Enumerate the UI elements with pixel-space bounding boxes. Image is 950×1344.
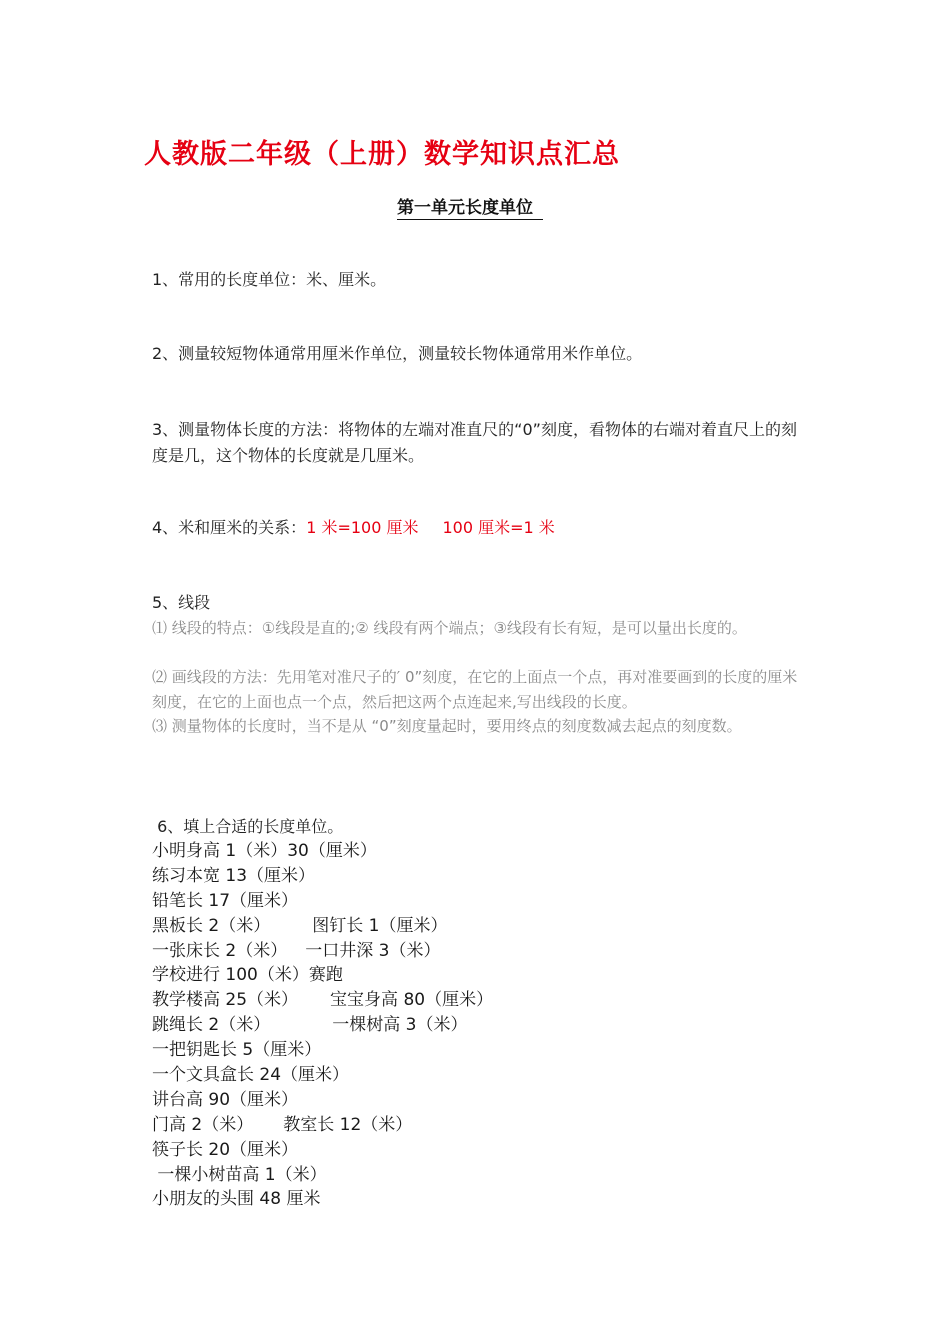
fill-line [152, 1063, 493, 1088]
fill-item: 门高 2（米） [152, 1114, 254, 1135]
fill-line [152, 889, 493, 914]
fill-line [152, 1113, 493, 1138]
fill-item: 筷子长 20（厘米） [152, 1139, 299, 1160]
fill-line [152, 1138, 493, 1163]
fill-line [152, 839, 493, 864]
fill-item: 一张床长 2（米） [152, 940, 288, 961]
fill-item: 一把钥匙长 5（厘米） [152, 1040, 322, 1061]
fill-in-list [152, 839, 493, 1212]
document-title: 人教版二年级（上册）数学知识点汇总 [144, 139, 620, 170]
fill-item: 小朋友的头围 48 厘米 [152, 1189, 321, 1210]
item-4 [152, 516, 555, 540]
fill-item: 教室长 12（米） [283, 1114, 413, 1135]
fill-line [152, 1038, 493, 1063]
item-4-equation-2: 100 厘米=1 米 [442, 518, 555, 537]
item-1: 1、常用的长度单位：米、厘米。 [152, 270, 387, 289]
fill-item: 宝宝身高 80（厘米） [330, 990, 494, 1011]
fill-item: 练习本宽 13（厘米） [152, 865, 316, 886]
fill-item: 跳绳长 2（米） [152, 1015, 271, 1036]
fill-item: 铅笔长 17（厘米） [152, 890, 299, 911]
fill-line [152, 1013, 493, 1038]
item-4-equation-1: 1 米=100 厘米 [306, 518, 419, 537]
fill-line [152, 988, 493, 1013]
item-5-sub-2: ⑵ 画线段的方法：先用笔对准尺子的′ 0”刻度，在它的上面点一个点，再对准要画到的长度的厘米刻度，在它的上面也点一个点，然后把这两个点连起来,写出线段的长度。 [152, 668, 798, 711]
fill-item: 一棵小树苗高 1（米） [152, 1164, 327, 1185]
item-6-title: 6、填上合适的长度单位。 [152, 817, 344, 836]
fill-item: 图钉长 1（厘米） [312, 915, 448, 936]
item-3: 3、测量物体长度的方法：将物体的左端对准直尺的“0”刻度，看物体的右端对着直尺上的刻度是几，这个物体的长度就是几厘米。 [152, 420, 797, 465]
fill-item: 小明身高 1（米）30（厘米） [152, 841, 377, 861]
item-5-sub-3: ⑶ 测量物体的长度时，当不是从 “0”刻度量起时，要用终点的刻度数减去起点的刻度数。 [152, 717, 742, 735]
fill-item: 一个文具盒长 24（厘米） [152, 1065, 350, 1086]
fill-line [152, 864, 493, 889]
unit-title [397, 193, 543, 220]
fill-item: 一口井深 3（米） [305, 940, 441, 961]
fill-item: 教学楼高 25（米） [152, 990, 299, 1011]
fill-line [152, 914, 493, 939]
fill-line [152, 939, 493, 964]
item-4-label: 4、米和厘米的关系： [152, 518, 307, 537]
fill-item: 一棵树高 3（米） [332, 1015, 468, 1036]
unit-title-text: 第一单元长度单位 [397, 193, 543, 220]
item-5-sub-1: ⑴ 线段的特点：①线段是直的;② 线段有两个端点；③线段有长有短，是可以量出长度的。 [152, 619, 747, 637]
fill-item: 黑板长 2（米） [152, 915, 271, 936]
item-5-title: 5、线段 [152, 593, 211, 612]
fill-line [152, 1163, 493, 1188]
fill-item: 学校进行 100（米）赛跑 [152, 965, 343, 986]
fill-line [152, 1088, 493, 1113]
fill-item: 讲台高 90（厘米） [152, 1089, 299, 1110]
fill-line [152, 963, 493, 988]
fill-line [152, 1187, 493, 1212]
item-2: 2、测量较短物体通常用厘米作单位，测量较长物体通常用米作单位。 [152, 344, 643, 363]
